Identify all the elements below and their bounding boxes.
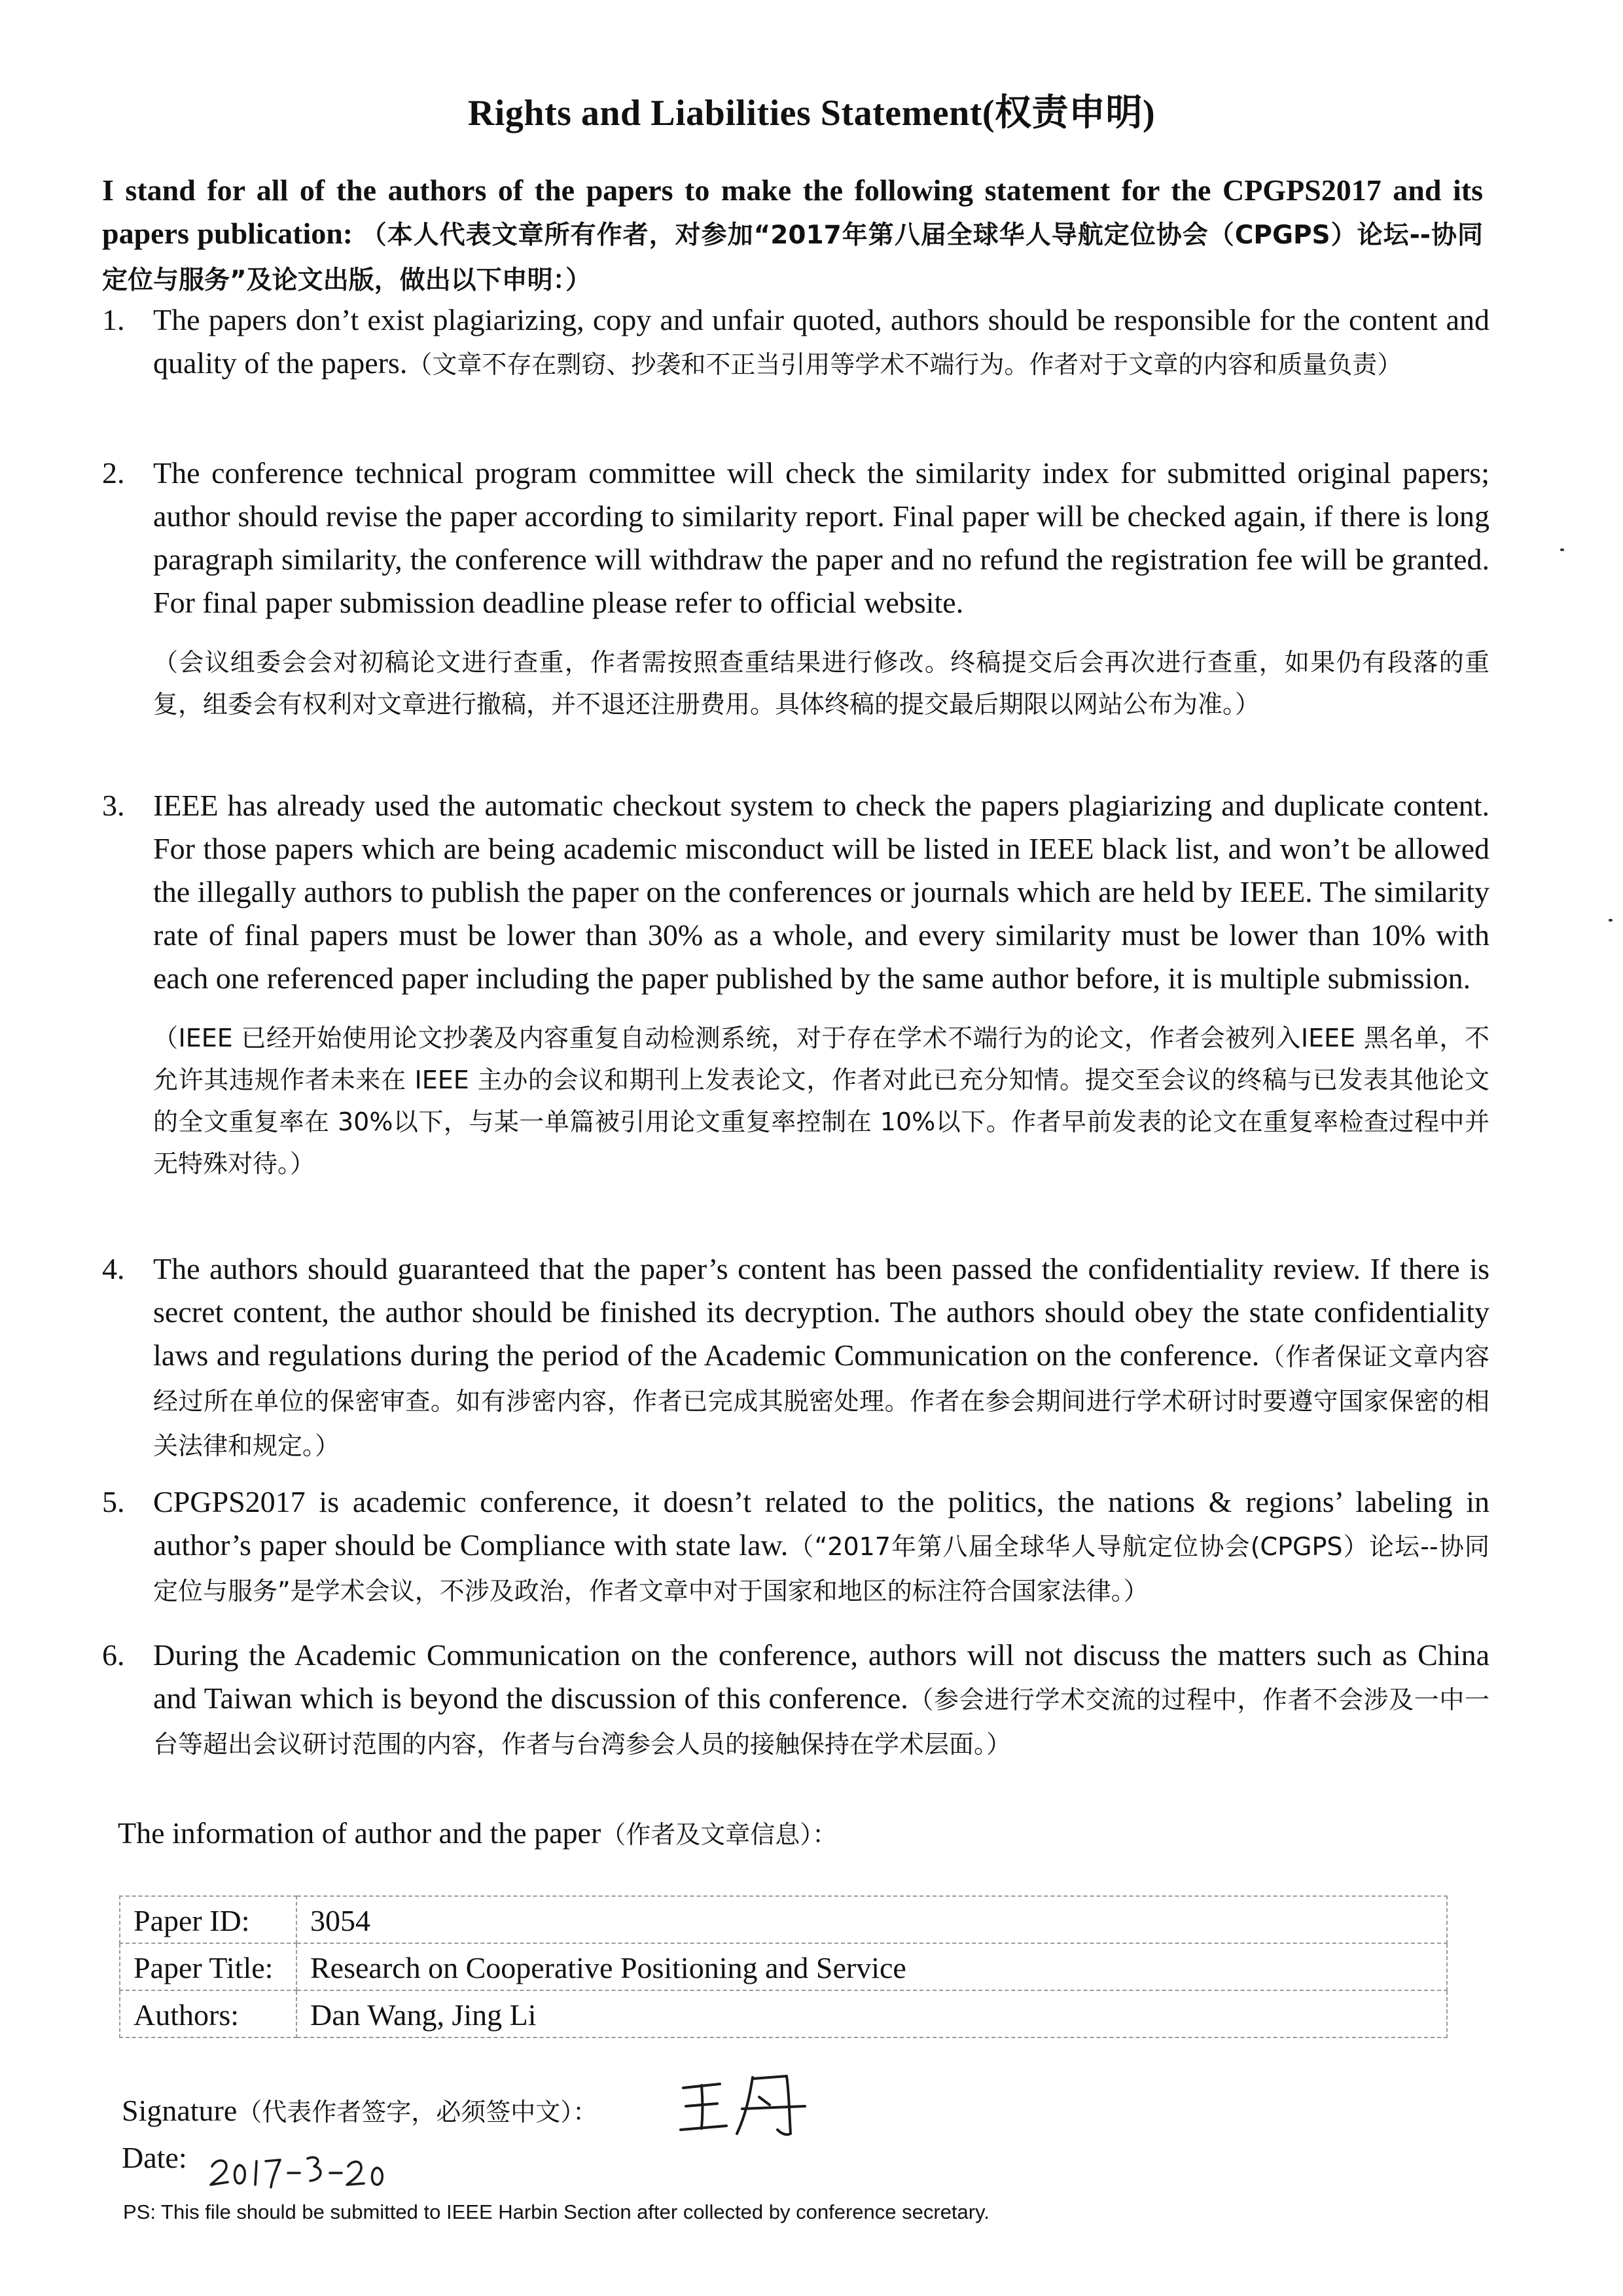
scan-speck <box>1609 919 1613 922</box>
table-row <box>120 1896 1447 1943</box>
item-number: 6. <box>102 1638 125 1672</box>
paper-info-table <box>119 1895 1448 2038</box>
item-chinese: （文章不存在剽窃、抄袭和不正当引用等学术不端行为。作者对于文章的内容和质量负责） <box>407 350 1402 379</box>
info-label-english: The information of author and the paper <box>118 1816 601 1850</box>
item-english: The conference technical program committee will check the similarity index for submitted original papers; author should revise the paper according to similarity report. Final paper will be checked again, if there is long paragraph similarity, the conference will withdraw the paper and no refund the registration fee will be granted. For final paper submission deadline please refer to official website. <box>153 456 1489 619</box>
handwritten-date <box>208 2147 398 2193</box>
scan-speck <box>1560 548 1564 551</box>
table-row <box>120 1990 1447 2037</box>
paper-id-value: 3054 <box>296 1896 1447 1943</box>
handwritten-signature <box>674 2068 818 2140</box>
statement-item-5 <box>102 1480 1489 1613</box>
item-number: 4. <box>102 1252 125 1285</box>
info-label-chinese: （作者及文章信息）： <box>601 1820 838 1849</box>
date-label: Date: <box>122 2141 187 2174</box>
item-body <box>153 298 1489 386</box>
item-body <box>153 452 1489 725</box>
authors-label: Authors: <box>120 1990 296 2037</box>
item-english: The papers don’t exist plagiarizing, copy and unfair quoted, authors should be responsible for the content and quality of the papers. <box>153 303 1489 380</box>
intro-english: I stand for all of the authors of the papers to make the following statement for the CPGPS2017 and its papers publication: <box>102 173 1483 250</box>
paper-title-label: Paper Title: <box>120 1943 296 1990</box>
item-number: 2. <box>102 456 125 490</box>
item-body <box>153 1247 1489 1467</box>
paper-title-value: Research on Cooperative Positioning and Service <box>296 1943 1447 1990</box>
item-chinese-paragraph: （IEEE 已经开始使用论文抄袭及内容重复自动检测系统，对于存在学术不端行为的论文，作者会被列入IEEE 黑名单，不允许其违规作者未来在 IEEE 主办的会议和期刊上发表论文，作者对此已充分知情。提交至会议的终稿与已发表其他论文的全文重复率在 30%以下，与某一单篇被引用论文重复率控制在 10%以下。作者早前发表的论文在重复率检查过程中并无特殊对待。） <box>153 1024 1489 1178</box>
item-english: CPGPS2017 is academic conference, it doesn’t related to the politics, the nations & regions’ labeling in author’s paper should be Compliance with state law. <box>153 1485 1489 1562</box>
intro-paragraph <box>102 169 1483 302</box>
statement-item-1 <box>102 298 1489 386</box>
table-row <box>120 1943 1447 1990</box>
item-english: During the Academic Communication on the conference, authors will not discuss the matters such as China and Taiwan which is beyond the discussion of this conference. <box>153 1638 1489 1715</box>
intro-chinese: （本人代表文章所有作者，对参加“2017年第八届全球华人导航定位协会（CPGPS）论坛--协同定位与服务”及论文出版，做出以下申明：） <box>102 221 1483 295</box>
item-chinese-paragraph: （会议组委会会对初稿论文进行查重，作者需按照查重结果进行修改。终稿提交后会再次进行查重，如果仍有段落的重复，组委会有权利对文章进行撤稿，并不退还注册费用。具体终稿的提交最后期限以网站公布为准。） <box>153 648 1489 719</box>
statement-item-2 <box>102 452 1489 725</box>
item-chinese: （作者保证文章内容经过所在单位的保密审查。如有涉密内容，作者已完成其脱密处理。作者在参会期间进行学术研讨时要遵守国家保密的相关法律和规定。） <box>153 1342 1489 1460</box>
item-chinese: （“2017年第八届全球华人导航定位协会(CPGPS）论坛--协同定位与服务”是学术会议，不涉及政治，作者文章中对于国家和地区的标注符合国家法律。） <box>153 1532 1489 1605</box>
signature-line <box>122 2092 597 2128</box>
item-english: The authors should guaranteed that the paper’s content has been passed the confidentiality review. If there is secret content, the author should be finished its decryption. The authors should obey the state confidentiality laws and regulations during the period of the Academic Communication on the conference. <box>153 1252 1489 1372</box>
document-title: Rights and Liabilities Statement(权责申明) <box>467 93 1156 134</box>
date-line <box>122 2140 187 2175</box>
signature-label-english: Signature <box>122 2094 238 2127</box>
ps-note: PS: This file should be submitted to IEEE Harbin Section after collected by conference secretary. <box>123 2200 990 2223</box>
authors-value: Dan Wang, Jing Li <box>296 1990 1447 2037</box>
item-english: IEEE has already used the automatic checkout system to check the papers plagiarizing and duplicate content. For those papers which are being academic misconduct will be listed in IEEE black list, and won’t be allowed the illegally authors to publish the paper on the conferences or journals which are held by IEEE. The similarity rate of final papers must be lower than 30% as a whole, and every similarity must be lower than 10% with each one referenced paper including the paper published by the same author before, it is multiple submission. <box>153 789 1489 995</box>
item-number: 1. <box>102 303 125 336</box>
signature-label-chinese: （代表作者签字，必须签中文）： <box>237 2098 598 2126</box>
item-number: 3. <box>102 789 125 822</box>
author-info-heading <box>118 1814 837 1850</box>
item-body <box>153 1634 1489 1766</box>
statement-item-4 <box>102 1247 1489 1467</box>
item-number: 5. <box>102 1485 125 1518</box>
statement-item-3 <box>102 784 1489 1185</box>
item-chinese: （参会进行学术交流的过程中，作者不会涉及一中一台等超出会议研讨范围的内容，作者与台湾参会人员的接触保持在学术层面。） <box>153 1685 1490 1759</box>
item-body <box>153 784 1489 1185</box>
paper-id-label: Paper ID: <box>120 1896 296 1943</box>
item-body <box>153 1480 1489 1613</box>
statement-item-6 <box>102 1634 1489 1766</box>
